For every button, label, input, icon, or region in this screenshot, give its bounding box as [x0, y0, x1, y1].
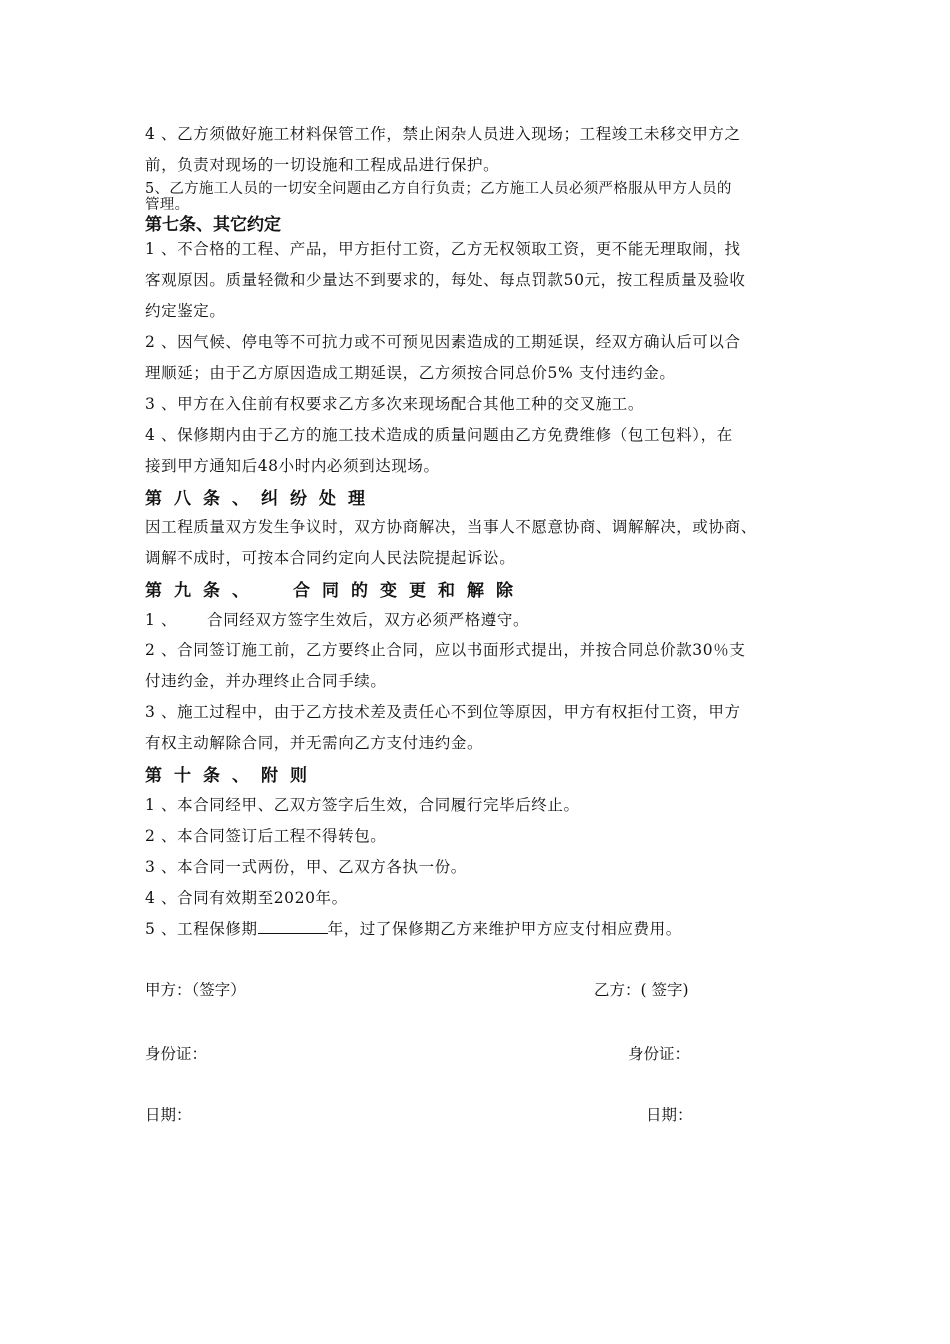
warranty-period-blank [258, 919, 328, 934]
s9-item1-text: 合同经双方签字生效后，双方必须严格遵守。 [207, 611, 530, 629]
s10-item1: 1 、本合同经甲、乙双方签字后生效，合同履行完毕后终止。 [145, 796, 580, 814]
s6-item4-line1: 4 、乙方须做好施工材料保管工作，禁止闲杂人员进入现场；工程竣工未移交甲方之 [145, 125, 741, 143]
s9-item3-line1: 3 、施工过程中，由于乙方技术差及责任心不到位等原因，甲方有权拒付工资，甲方 [145, 703, 741, 721]
s9-item2-line1: 2 、合同签订施工前，乙方要终止合同，应以书面形式提出，并按合同总价款30％支 [145, 641, 746, 659]
s9-item3-line2: 有权主动解除合同，并无需向乙方支付违约金。 [145, 734, 484, 752]
section9-heading-prefix: 第九条、 [145, 581, 261, 601]
s10-item2: 2 、本合同签订后工程不得转包。 [145, 827, 387, 845]
s10-item5 [145, 917, 682, 939]
s7-item2-line1: 2 、因气候、停电等不可抗力或不可预见因素造成的工期延误，经双方确认后可以合 [145, 333, 741, 351]
section10-heading: 第十条、附则 [145, 766, 319, 786]
party-a-date: 日期： [145, 1106, 192, 1124]
s7-item1-line2: 客观原因。质量轻微和少量达不到要求的，每处、每点罚款50元，按工程质量及验收 [145, 271, 746, 289]
s9-item1 [145, 608, 529, 630]
section9-heading-title: 合同的变更和解除 [293, 581, 525, 601]
party-b-signature: 乙方：( 签字) [594, 981, 689, 999]
s7-item2-line2: 理顺延；由于乙方原因造成工期延误，乙方须按合同总价5% 支付违约金。 [145, 364, 676, 382]
s6-item5-line1: 5、乙方施工人员的一切安全问题由乙方自行负责；乙方施工人员必须严格服从甲方人员的 [145, 181, 732, 197]
s8-para-line1: 因工程质量双方发生争议时，双方协商解决，当事人不愿意协商、调解解决，或协商、 [145, 518, 757, 536]
party-b-id: 身份证： [628, 1045, 691, 1063]
section8-heading: 第八条、纠纷处理 [145, 489, 377, 509]
section7-heading: 第七条、其它约定 [145, 215, 281, 235]
party-a-signature: 甲方：（签字） [145, 981, 246, 999]
s7-item3-line1: 3 、甲方在入住前有权要求乙方多次来现场配合其他工种的交叉施工。 [145, 395, 644, 413]
party-a-id: 身份证： [145, 1045, 208, 1063]
s6-item5-line2: 管理。 [145, 197, 190, 213]
s6-item4-line2: 前，负责对现场的一切设施和工程成品进行保护。 [145, 156, 500, 174]
s7-item1-line1: 1 、不合格的工程、产品，甲方拒付工资，乙方无权领取工资，更不能无理取闹，找 [145, 240, 741, 258]
party-b-date: 日期： [646, 1106, 693, 1124]
s9-item1-num: 1 、 [145, 611, 178, 629]
s7-item1-line3: 约定鉴定。 [145, 302, 226, 320]
s10-item5-suffix: 年，过了保修期乙方来维护甲方应支付相应费用。 [327, 920, 682, 938]
s7-item4-line2: 接到甲方通知后48小时内必须到达现场。 [145, 457, 440, 475]
section9-heading [145, 576, 525, 601]
s10-item4: 4 、合同有效期至2020年。 [145, 889, 348, 907]
s10-item3: 3 、本合同一式两份，甲、乙双方各执一份。 [145, 858, 467, 876]
s10-item5-prefix: 5 、工程保修期 [145, 920, 258, 938]
s7-item4-line1: 4 、保修期内由于乙方的施工技术造成的质量问题由乙方免费维修（包工包料），在 [145, 426, 733, 444]
s8-para-line2: 调解不成时，可按本合同约定向人民法院提起诉讼。 [145, 549, 516, 567]
s9-item2-line2: 付违约金，并办理终止合同手续。 [145, 672, 387, 690]
